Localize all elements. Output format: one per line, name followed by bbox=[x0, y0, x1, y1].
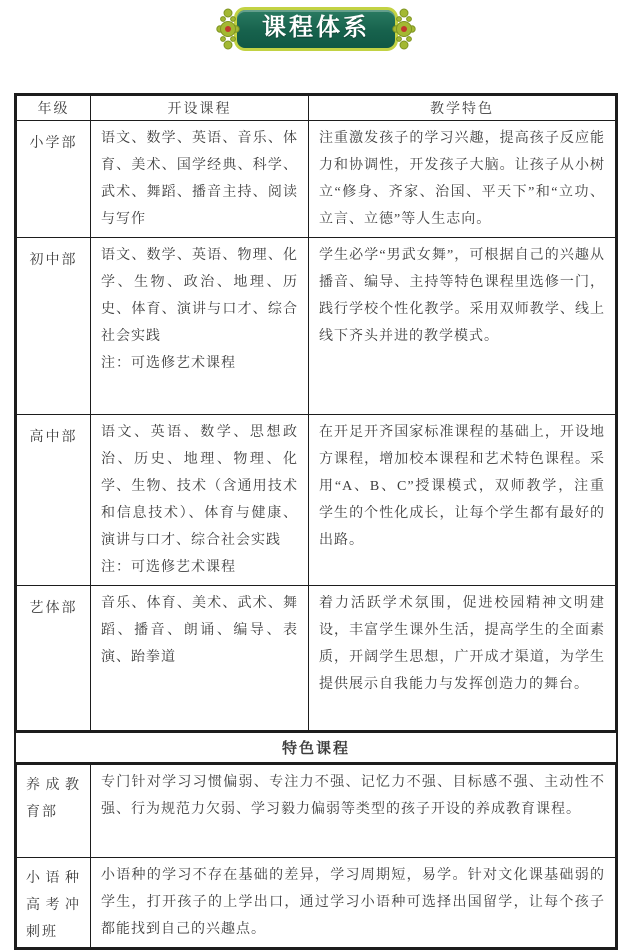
main-table bbox=[16, 95, 616, 731]
features-cell: 学生必学“男武女舞”，可根据自己的兴趣从播音、编导、主持等特色课程里选修一门，践行学校个性化教学。采用双师教学、线上线下齐头并进的教学模式。 bbox=[309, 238, 616, 415]
grade-cell: 小语种高考冲刺班 bbox=[17, 858, 91, 948]
table-row bbox=[17, 238, 616, 415]
banner-capsule bbox=[234, 7, 398, 51]
header-courses: 开设课程 bbox=[91, 96, 309, 121]
table-row bbox=[17, 858, 616, 948]
courses-text: 音乐、体育、美术、武术、舞蹈、播音、朗诵、编导、表演、跆拳道 bbox=[101, 596, 298, 665]
courses-cell bbox=[91, 238, 309, 415]
table-header-row bbox=[17, 96, 616, 121]
ornament-right-icon bbox=[391, 7, 417, 51]
special-courses-header: 特色课程 bbox=[16, 731, 616, 764]
description-cell: 专门针对学习习惯偏弱、专注力不强、记忆力不强、目标感不强、主动性不强、行为规范力欠弱、学习毅力偏弱等类型的孩子开设的养成教育课程。 bbox=[91, 765, 616, 858]
table-row bbox=[17, 121, 616, 238]
header-grade: 年级 bbox=[17, 96, 91, 121]
courses-text: 语文、数学、英语、音乐、体育、美术、国学经典、科学、武术、舞蹈、播音主持、阅读与写作 bbox=[101, 131, 298, 227]
table-row bbox=[17, 586, 616, 731]
courses-text: 语文、英语、数学、思想政治、历史、地理、物理、化学、生物、技术（含通用技术和信息技术）、体育与健康、演讲与口才、综合社会实践 bbox=[101, 425, 298, 548]
grade-cell: 艺体部 bbox=[17, 586, 91, 731]
courses-cell bbox=[91, 121, 309, 238]
courses-text: 语文、数学、英语、物理、化学、生物、政治、地理、历史、体育、演讲与口才、综合社会实践 bbox=[101, 248, 298, 344]
features-cell: 在开足开齐国家标准课程的基础上，开设地方课程，增加校本课程和艺术特色课程。采用“A、B、C”授课模式，双师教学，注重学生的个性化成长，让每个学生都有最好的出路。 bbox=[309, 415, 616, 586]
description-cell: 小语种的学习不存在基础的差异，学习周期短，易学。针对文化课基础弱的学生，打开孩子的上学出口，通过学习小语种可选择出国留学，让每个孩子都能找到自己的兴趣点。 bbox=[91, 858, 616, 948]
features-cell: 注重激发孩子的学习兴趣，提高孩子反应能力和协调性，开发孩子大脑。让孩子从小树立“修身、齐家、治国、平天下”和“立功、立言、立德”等人生志向。 bbox=[309, 121, 616, 238]
grade-cell: 高中部 bbox=[17, 415, 91, 586]
courses-note: 注：可选修艺术课程 bbox=[101, 356, 236, 371]
courses-cell bbox=[91, 586, 309, 731]
special-table bbox=[16, 764, 616, 948]
table-row bbox=[17, 765, 616, 858]
grade-cell: 小学部 bbox=[17, 121, 91, 238]
curriculum-table bbox=[14, 93, 618, 950]
grade-cell: 养成教育部 bbox=[17, 765, 91, 858]
header-features: 教学特色 bbox=[309, 96, 616, 121]
title-banner bbox=[0, 7, 632, 51]
courses-note: 注：可选修艺术课程 bbox=[101, 560, 236, 575]
page-title: 课程体系 bbox=[262, 14, 370, 41]
grade-cell: 初中部 bbox=[17, 238, 91, 415]
table-row bbox=[17, 415, 616, 586]
features-cell: 着力活跃学术氛围，促进校园精神文明建设，丰富学生课外生活，提高学生的全面素质，开阔学生思想，广开成才渠道，为学生提供展示自我能力与发挥创造力的舞台。 bbox=[309, 586, 616, 731]
courses-cell bbox=[91, 415, 309, 586]
ornament-left-icon bbox=[215, 7, 241, 51]
